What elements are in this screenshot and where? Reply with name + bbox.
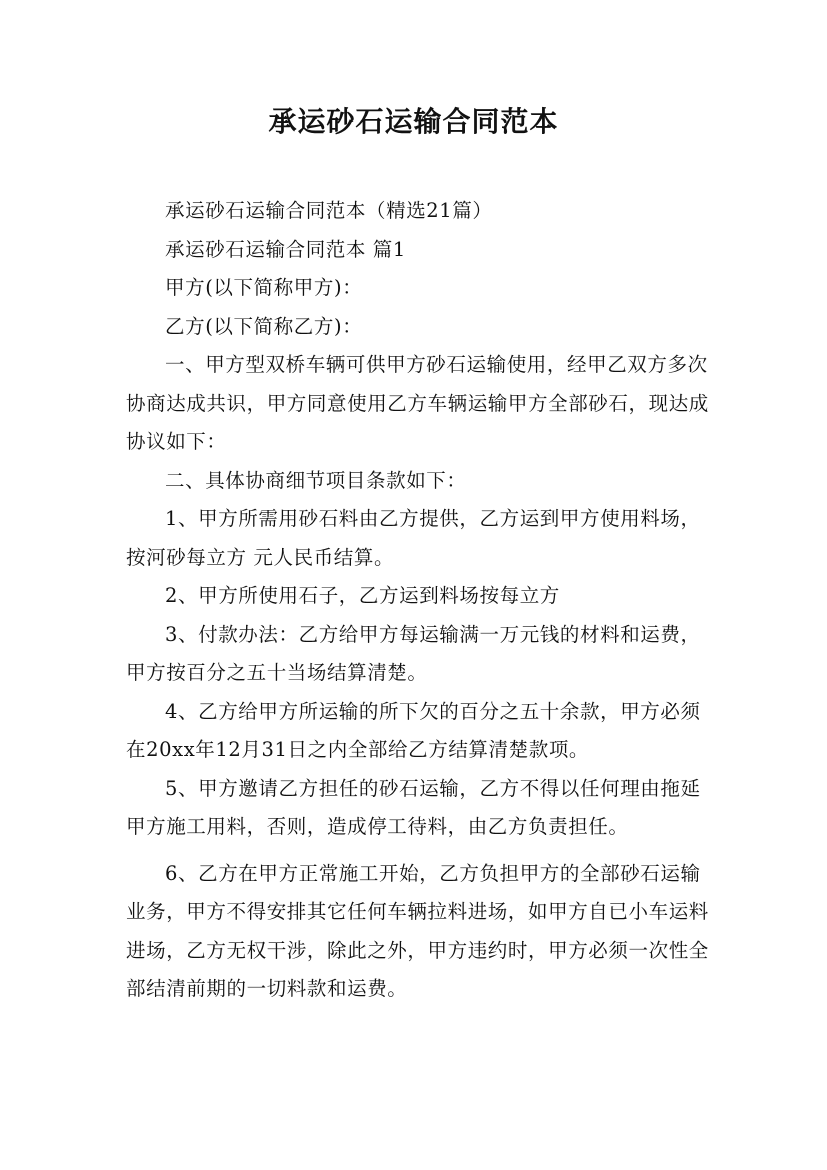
paragraph-section-heading: 承运砂石运输合同范本 篇1: [165, 237, 406, 261]
paragraph-item-5: 5、甲方邀请乙方担任的砂石运输，乙方不得以任何理由拖延甲方施工用料，否则，造成停工待料，由乙方负责担任。: [126, 776, 701, 838]
paragraph-clause-2: 二、具体协商细节项目条款如下：: [165, 468, 467, 492]
document-title: 承运砂石运输合同范本: [268, 105, 559, 138]
paragraph-clause-1: 一、甲方型双桥车辆可供甲方砂石运输使用，经甲乙双方多次协商达成共识，甲方同意使用乙方车辆运输甲方全部砂石，现达成协议如下：: [126, 353, 709, 453]
document-body: [126, 192, 716, 1009]
paragraph-item-1: 1、甲方所需用砂石料由乙方提供，乙方运到甲方使用料场，按河砂每立方 元人民币结算。: [126, 507, 701, 569]
paragraph-item-3: 3、付款办法：乙方给甲方每运输满一万元钱的材料和运费，甲方按百分之五十当场结算清楚。: [126, 622, 701, 684]
paragraph-item-2: 2、甲方所使用石子，乙方运到料场按每立方: [165, 584, 560, 607]
paragraph-collection-heading: 承运砂石运输合同范本（精选21篇）: [165, 199, 493, 222]
paragraph-item-4: 4、乙方给甲方所运输的所下欠的百分之五十余款，甲方必须在20xx年12月31日之内全部给乙方结算清楚款项。: [126, 699, 701, 761]
paragraph-party-b: 乙方(以下简称乙方)：: [165, 314, 363, 338]
paragraph-party-a: 甲方(以下简称甲方)：: [165, 276, 363, 299]
paragraph-item-6: 6、乙方在甲方正常施工开始，乙方负担甲方的全部砂石运输业务，甲方不得安排其它任何车辆拉料进场，如甲方自已小车运料进场，乙方无权干涉，除此之外，甲方违约时，甲方必须一次性全部结清前期的一切料款和运费。: [126, 861, 709, 1000]
